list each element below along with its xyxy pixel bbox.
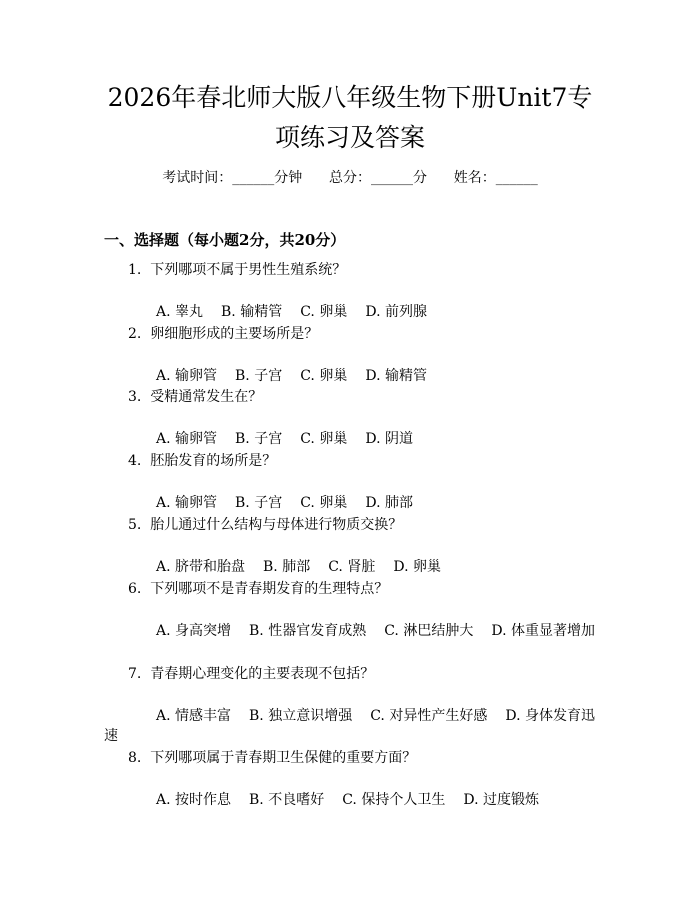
question-8 [104, 748, 604, 810]
question-stem [104, 515, 604, 535]
option-d: D. 肺部 [365, 495, 413, 511]
question-1 [104, 260, 604, 322]
question-number: 4. [128, 453, 142, 469]
option-a: A. 睾丸 [156, 304, 204, 320]
option-c: C. 卵巢 [300, 495, 348, 511]
question-4 [104, 451, 604, 513]
option-b: B. 独立意识增强 [249, 708, 353, 724]
option-c: C. 淋巴结肿大 [384, 623, 474, 639]
question-stem [104, 387, 604, 407]
option-b: B. 不良嗜好 [249, 792, 325, 808]
question-text: 下列哪项属于青春期卫生保健的重要方面？ [150, 750, 417, 766]
option-d: D. 过度锻炼 [463, 792, 539, 808]
option-c: C. 对异性产生好感 [370, 708, 488, 724]
question-text: 青春期心理变化的主要表现不包括？ [150, 666, 375, 682]
question-6 [104, 579, 604, 641]
options-line [104, 366, 604, 386]
question-3 [104, 387, 604, 449]
question-stem [104, 260, 604, 280]
options-line [104, 790, 604, 810]
question-stem [104, 664, 604, 684]
option-a: A. 输卵管 [156, 495, 218, 511]
option-c: C. 保持个人卫生 [342, 792, 446, 808]
question-text: 卵细胞形成的主要场所是？ [150, 326, 319, 342]
question-number: 5. [128, 517, 142, 533]
option-b: B. 输精管 [221, 304, 283, 320]
option-d: D. 卵巢 [393, 559, 441, 575]
option-a: A. 输卵管 [156, 431, 218, 447]
option-b: B. 子宫 [235, 368, 283, 384]
option-a: A. 脐带和胎盘 [156, 559, 246, 575]
options-line [104, 429, 604, 449]
question-text: 胎儿通过什么结构与母体进行物质交换？ [150, 517, 403, 533]
question-text: 胚胎发育的场所是？ [150, 453, 277, 469]
question-number: 6. [128, 581, 142, 597]
option-c: C. 卵巢 [300, 368, 348, 384]
question-stem [104, 748, 604, 768]
question-number: 1. [128, 262, 142, 278]
option-d: D. 前列腺 [365, 304, 427, 320]
option-b: B. 子宫 [235, 495, 283, 511]
option-d: D. 身体发育迅速 [104, 708, 595, 744]
option-d: D. 阴道 [365, 431, 413, 447]
question-number: 7. [128, 666, 142, 682]
question-stem [104, 451, 604, 471]
option-a: A. 输卵管 [156, 368, 218, 384]
option-b: B. 性器官发育成熟 [249, 623, 367, 639]
question-number: 8. [128, 750, 142, 766]
question-text: 下列哪项不是青春期发育的生理特点？ [150, 581, 389, 597]
option-c: C. 卵巢 [300, 431, 348, 447]
question-2 [104, 324, 604, 386]
question-number: 3. [128, 389, 142, 405]
option-a: A. 按时作息 [156, 792, 232, 808]
question-7 [104, 664, 604, 746]
option-a: A. 身高突增 [156, 623, 232, 639]
question-stem [104, 324, 604, 344]
options-line [104, 302, 604, 322]
question-text: 下列哪项不属于男性生殖系统？ [150, 262, 347, 278]
option-a: A. 情感丰富 [156, 708, 232, 724]
option-b: B. 肺部 [263, 559, 311, 575]
section-heading: 一、选择题（每小题2分，共20分） [104, 231, 346, 249]
question-text: 受精通常发生在？ [150, 389, 263, 405]
options-line [104, 493, 604, 513]
question-number: 2. [128, 326, 142, 342]
exam-info-line: 考试时间：______分钟 总分：______分 姓名：______ [162, 170, 538, 186]
options-line [104, 557, 604, 577]
options-line [104, 621, 604, 641]
document-title: 2026年春北师大版八年级生物下册Unit7专项练习及答案 [107, 83, 593, 152]
question-stem [104, 579, 604, 599]
option-c: C. 肾脏 [328, 559, 376, 575]
question-5 [104, 515, 604, 577]
option-d: D. 体重显著增加 [491, 623, 595, 639]
option-c: C. 卵巢 [300, 304, 348, 320]
option-d: D. 输精管 [365, 368, 427, 384]
options-line [104, 706, 604, 746]
option-b: B. 子宫 [235, 431, 283, 447]
